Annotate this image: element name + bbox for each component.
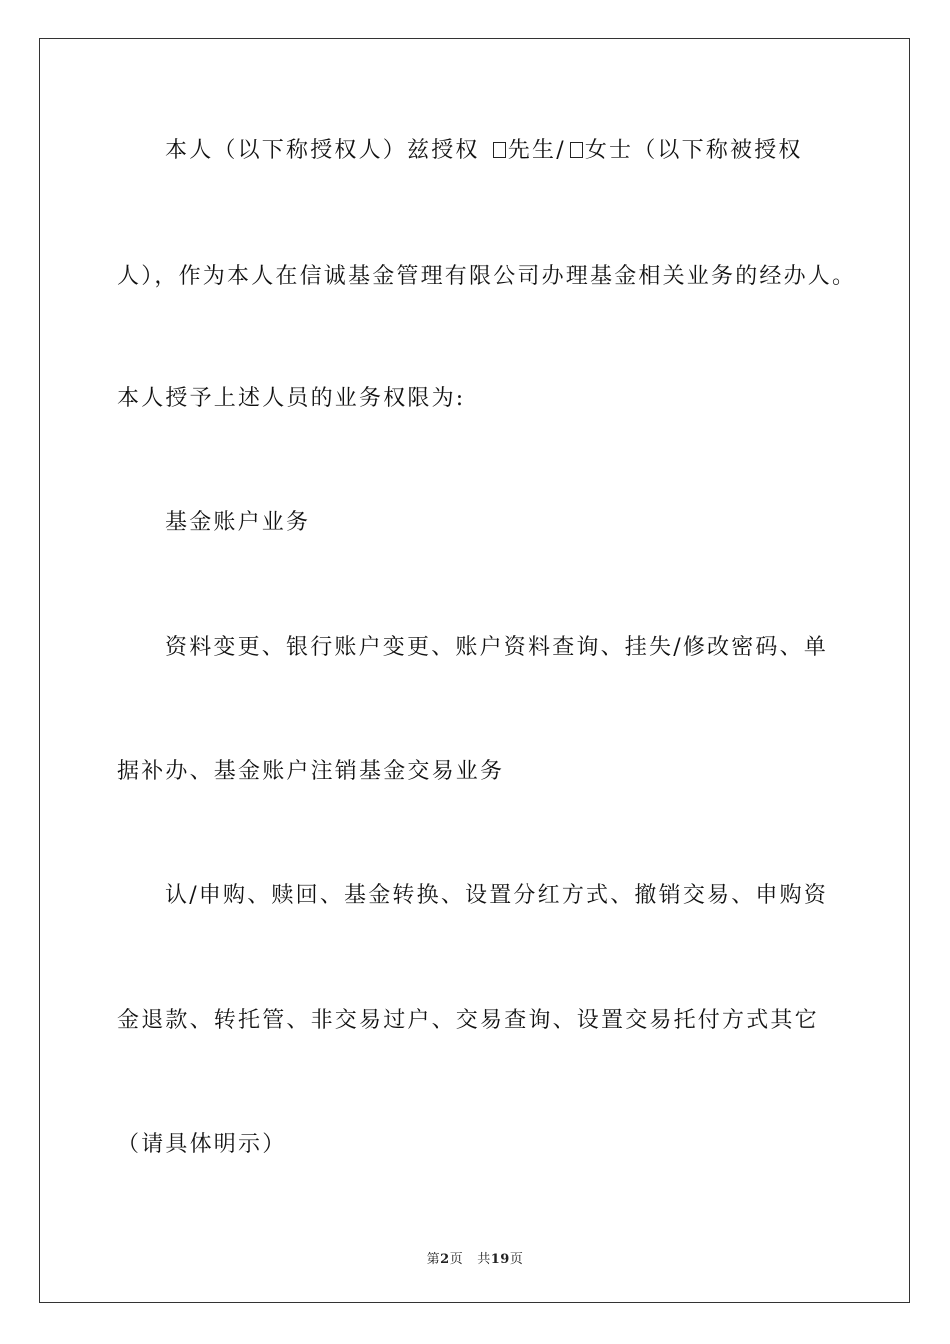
total-page-count: 19 (490, 1252, 510, 1267)
authorization-text-start: 本人（以下称授权人）兹授权 (165, 138, 489, 163)
paragraph-authorization-line-2: 人），作为本人在信诚基金管理有限公司办理基金相关业务的经办人。 (117, 264, 857, 289)
title-mr-text: 先生/ (507, 138, 566, 163)
footer-page-unit: 页 (449, 1252, 464, 1267)
footer-prefix: 第 (426, 1252, 441, 1267)
paragraph-account-items-line-2: 据补办、基金账户注销基金交易业务 (117, 759, 505, 784)
paragraph-trade-items-line-1: 认/申购、赎回、基金转换、设置分红方式、撤销交易、申购资 (165, 883, 829, 908)
page-number-footer (0, 1248, 950, 1267)
checkbox-ms[interactable] (570, 142, 583, 158)
checkbox-mr[interactable] (493, 142, 506, 158)
footer-suffix: 页 (509, 1252, 524, 1267)
page-border (39, 38, 910, 1303)
paragraph-other-specify: （请具体明示） (117, 1132, 287, 1157)
paragraph-trade-items-line-2: 金退款、转托管、非交易过户、交易查询、设置交易托付方式其它 (117, 1008, 819, 1033)
paragraph-permissions-intro: 本人授予上述人员的业务权限为: (117, 386, 466, 411)
section-heading-account-business: 基金账户业务 (165, 510, 311, 535)
current-page-number: 2 (440, 1252, 450, 1267)
paragraph-account-items-line-1: 资料变更、银行账户变更、账户资料查询、挂失/修改密码、单 (165, 635, 829, 660)
paragraph-authorization-line-1 (165, 136, 803, 166)
footer-total-prefix: 共 (477, 1252, 491, 1267)
title-ms-text: 女士（以下称被授权 (584, 138, 803, 163)
